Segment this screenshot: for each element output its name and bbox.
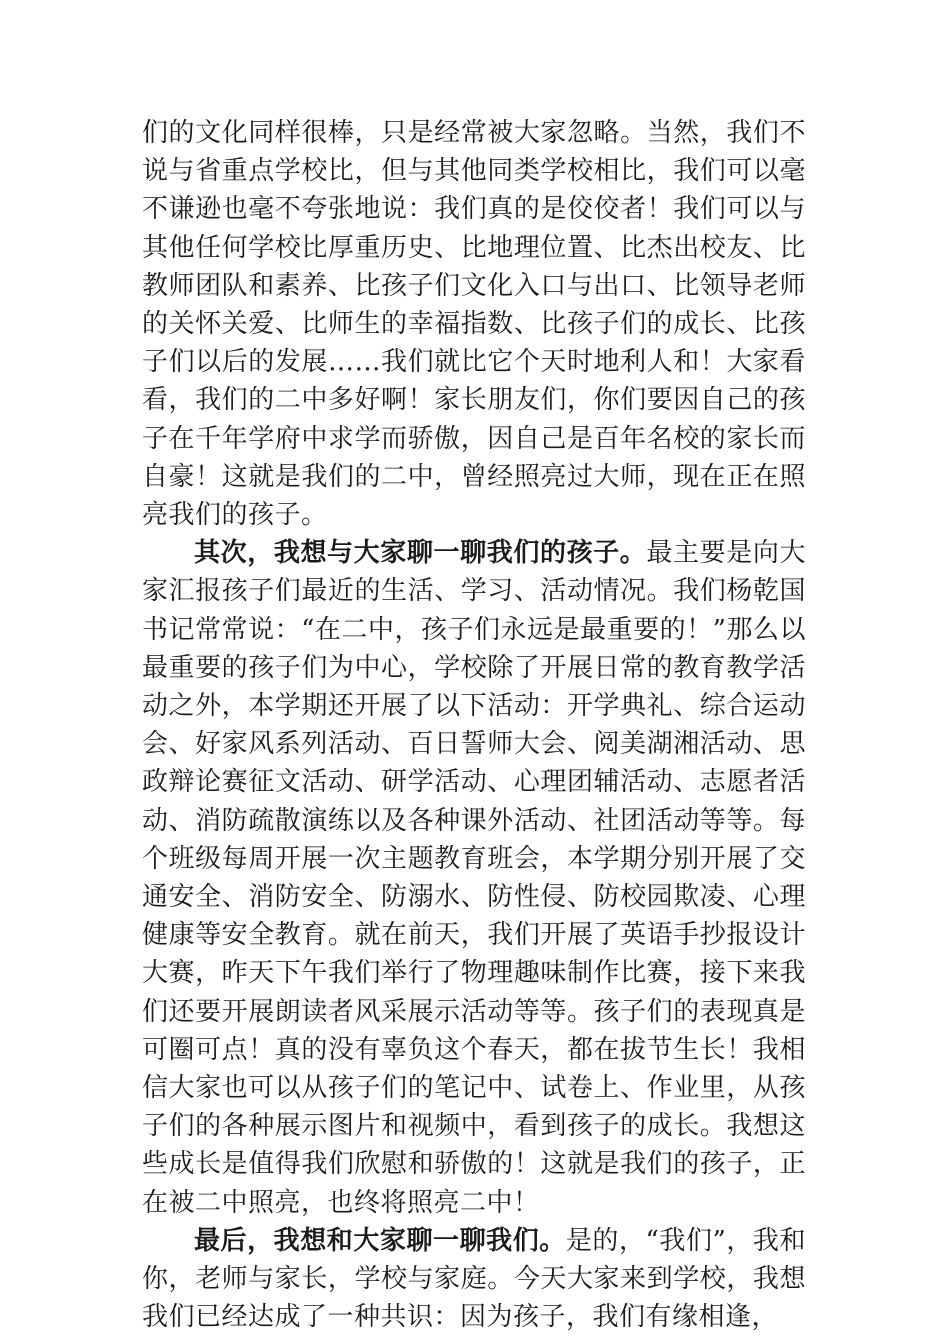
paragraph-about-us xyxy=(142,1222,806,1337)
paragraph-text: 最主要是向大家汇报孩子们最近的生活、学习、活动情况。我们杨乾国书记常常说：“在二中，孩子们永远是最重要的！”那么以最重要的孩子们为中心，学校除了开展日常的教育教学活动之外，本学期还开展了以下活动：开学典礼、综合运动会、好家风系列活动、百日誓师大会、阅美湖湘活动、思政辩论赛征文活动、研学活动、心理团辅活动、志愿者活动、消防疏散演练以及各种课外活动、社团活动等等。每个班级每周开展一次主题教育班会，本学期分别开展了交通安全、消防安全、防溺水、防性侵、防校园欺凌、心理健康等安全教育。就在前天，我们开展了英语手抄报设计大赛，昨天下午我们举行了物理趣味制作比赛，接下来我们还要开展朗读者风采展示活动等等。孩子们的表现真是可圈可点！真的没有辜负这个春天，都在拔节生长！我相信大家也可以从孩子们的笔记中、试卷上、作业里，从孩子们的各种展示图片和视频中，看到孩子的成长。我想这些成长是值得我们欣慰和骄傲的！这就是我们的孩子，正在被二中照亮，也终将照亮二中！ xyxy=(142,538,806,1218)
paragraph-text: 们的文化同样很棒，只是经常被大家忽略。当然，我们不说与省重点学校比，但与其他同类学校相比，我们可以毫不谦逊也毫不夸张地说：我们真的是佼佼者！我们可以与其他任何学校比厚重历史、比地理位置、比杰出校友、比教师团队和素养、比孩子们文化入口与出口、比领导老师的关怀关爱、比师生的幸福指数、比孩子们的成长、比孩子们以后的发展……我们就比它个天时地利人和！大家看看，我们的二中多好啊！家长朋友们，你们要因自己的孩子在千年学府中求学而骄傲，因自己是百年名校的家长而自豪！这就是我们的二中，曾经照亮过大师，现在正在照亮我们的孩子。 xyxy=(142,118,806,531)
document-body xyxy=(142,114,806,1337)
paragraph-school-culture xyxy=(142,114,806,534)
paragraph-text: 是的，“我们”，我和你，老师与家长，学校与家庭。今天大家来到学校，我想我们已经达成了一种共识：因为孩子，我们有缘相逢， xyxy=(142,1225,806,1333)
paragraph-our-children xyxy=(142,534,806,1222)
paragraph-heading: 其次，我想与大家聊一聊我们的孩子。 xyxy=(194,538,647,569)
paragraph-heading: 最后，我想和大家聊一聊我们。 xyxy=(194,1225,566,1256)
